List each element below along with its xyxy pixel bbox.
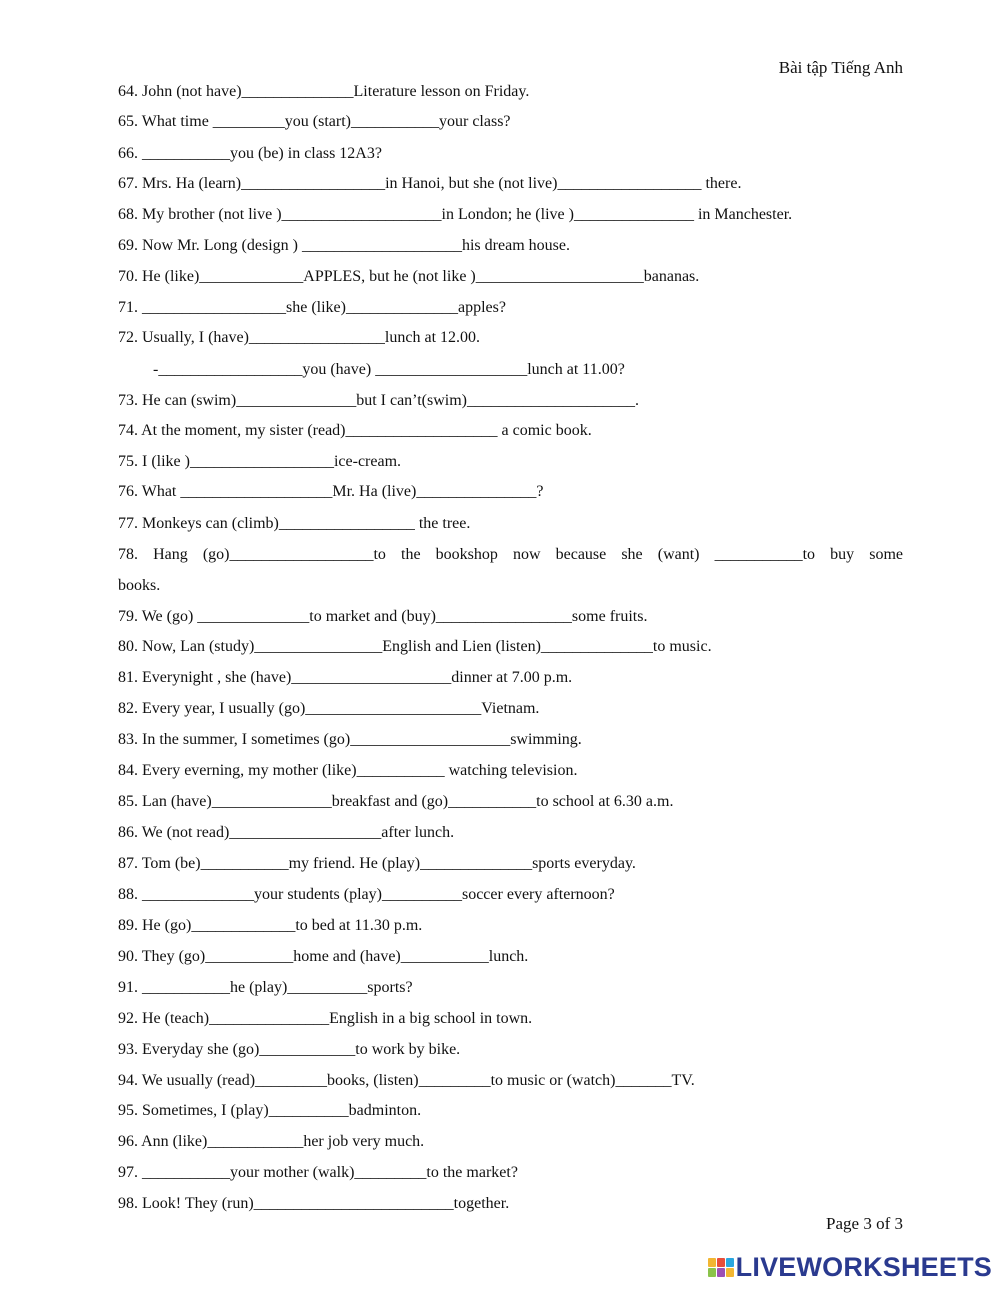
exercise-line: 97. ___________your mother (walk)_________to the market? (118, 1164, 518, 1181)
exercise-line: 85. Lan (have)_______________breakfast and (go)___________to school at 6.30 a.m. (118, 793, 674, 810)
exercise-line: 75. I (like )__________________ice-cream. (118, 453, 402, 470)
exercise-line: 70. He (like)_____________APPLES, but he (not like )_____________________bananas. (118, 268, 700, 285)
logo-tile (708, 1268, 716, 1277)
exercise-line: 89. He (go)_____________to bed at 11.30 p.m. (118, 917, 423, 934)
exercise-line: 79. We (go) ______________to market and (buy)_________________some fruits. (118, 608, 648, 625)
exercise-line: 64. John (not have)______________Literature lesson on Friday. (118, 83, 530, 100)
logo-tile (726, 1258, 734, 1267)
exercise-line: 94. We usually (read)_________books, (listen)_________to music or (watch)_______TV. (118, 1072, 695, 1089)
exercise-line: -__________________you (have) ___________________lunch at 11.00? (153, 361, 625, 378)
exercise-line: 80. Now, Lan (study)________________English and Lien (listen)______________to music. (118, 638, 712, 655)
logo-tile (708, 1258, 716, 1267)
exercise-line: 86. We (not read)___________________after lunch. (118, 824, 455, 841)
exercise-line: 65. What time _________you (start)___________your class? (118, 113, 511, 130)
exercise-line: 95. Sometimes, I (play)__________badminton. (118, 1102, 422, 1119)
document-header: Bài tập Tiếng Anh (778, 58, 903, 77)
exercise-line: 88. ______________your students (play)__________soccer every afternoon? (118, 886, 615, 903)
exercise-line: 92. He (teach)_______________English in a big school in town. (118, 1010, 533, 1027)
exercise-line: 96. Ann (like)____________her job very much. (118, 1133, 425, 1150)
exercise-line: 98. Look! They (run)_________________________together. (118, 1195, 510, 1212)
exercise-line: 76. What ___________________Mr. Ha (live)_______________? (118, 483, 544, 500)
exercise-line: 90. They (go)___________home and (have)___________lunch. (118, 948, 529, 965)
logo-mark-icon (708, 1258, 734, 1277)
logo-text: LIVEWORKSHEETS (735, 1252, 992, 1282)
exercise-line: 84. Every everning, my mother (like)___________ watching television. (118, 762, 578, 779)
exercise-line: 66. ___________you (be) in class 12A3? (118, 145, 382, 162)
exercise-line: 82. Every year, I usually (go)______________________Vietnam. (118, 700, 540, 717)
liveworksheets-logo[interactable] (708, 1252, 992, 1282)
page-number: Page 3 of 3 (826, 1214, 903, 1233)
logo-tile (726, 1268, 734, 1277)
exercise-line: 67. Mrs. Ha (learn)__________________in Hanoi, but she (not live)__________________ there. (118, 175, 742, 192)
exercise-line: 78. Hang (go)__________________to the bookshop now because she (want) ___________to buy some (118, 546, 903, 563)
exercise-line: 71. __________________she (like)______________apples? (118, 299, 506, 316)
exercise-line: books. (118, 577, 161, 594)
exercise-line: 72. Usually, I (have)_________________lunch at 12.00. (118, 329, 481, 346)
exercise-line: 77. Monkeys can (climb)_________________ the tree. (118, 515, 471, 532)
exercise-line: 68. My brother (not live )____________________in London; he (live )_______________ in Manchester. (118, 206, 793, 223)
exercise-line: 93. Everyday she (go)____________to work by bike. (118, 1041, 461, 1058)
logo-tile (717, 1258, 725, 1267)
exercise-line: 74. At the moment, my sister (read)___________________ a comic book. (118, 422, 592, 439)
exercise-line: 87. Tom (be)___________my friend. He (play)______________sports everyday. (118, 855, 636, 872)
exercise-line: 83. In the summer, I sometimes (go)____________________swimming. (118, 731, 582, 748)
exercise-line: 81. Everynight , she (have)____________________dinner at 7.00 p.m. (118, 669, 573, 686)
logo-tile (717, 1268, 725, 1277)
exercise-line: 73. He can (swim)_______________but I can’t(swim)_____________________. (118, 392, 639, 409)
exercise-line: 69. Now Mr. Long (design ) ____________________his dream house. (118, 237, 570, 254)
exercise-line: 91. ___________he (play)__________sports? (118, 979, 413, 996)
